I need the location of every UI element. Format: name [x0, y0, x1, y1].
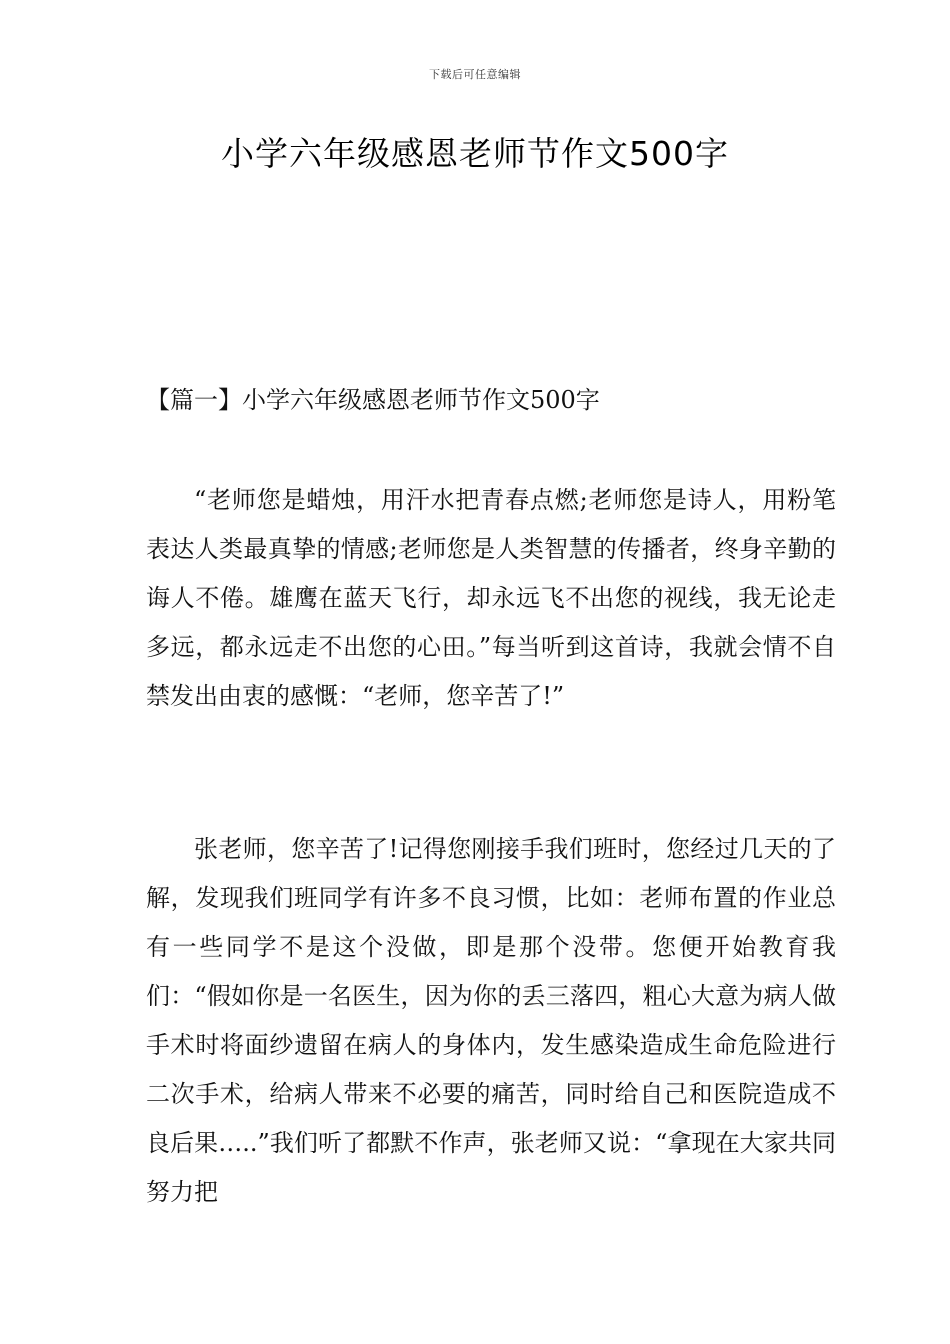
body-paragraph: 张老师，您辛苦了!记得您刚接手我们班时，您经过几天的了解，发现我们班同学有许多不良习惯，比如：老师布置的作业总有一些同学不是这个没做，即是那个没带。您便开始教育我们：“假如你是一名医生，因为你的丢三落四，粗心大意为病人做手术时将面纱遗留在病人的身体内，发生感染造成生命危险进行二次手术，给病人带来不必要的痛苦，同时给自己和医院造成不良后果…..”我们听了都默不作声，张老师又说：“拿现在大家共同努力把 — [146, 835, 836, 1206]
header-note: 下载后可任意编辑 — [429, 68, 521, 81]
document-title: 小学六年级感恩老师节作文500字 — [221, 134, 729, 173]
body-paragraph: “老师您是蜡烛，用汗水把青春点燃;老师您是诗人，用粉笔表达人类最真挚的情感;老师您是人类智慧的传播者，终身辛勤的诲人不倦。雄鹰在蓝天飞行，却永远飞不出您的视线，我无论走多远，都永远走不出您的心田。”每当听到这首诗，我就会情不自禁发出由衷的感慨：“老师，您辛苦了!” — [146, 486, 836, 710]
section-heading: 【篇一】小学六年级感恩老师节作文500字 — [146, 386, 600, 414]
